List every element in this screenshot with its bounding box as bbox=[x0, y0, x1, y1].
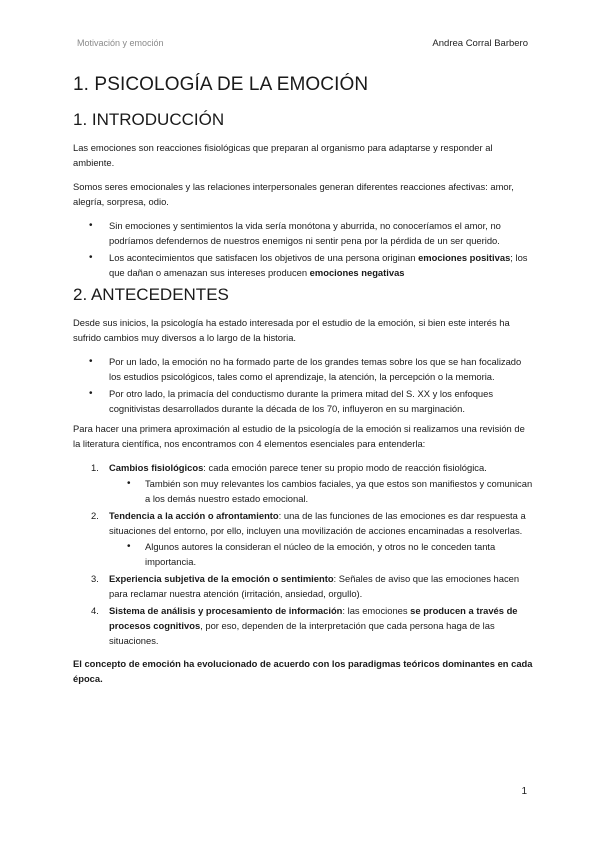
section-heading-introduccion: 1. INTRODUCCIÓN bbox=[73, 110, 225, 129]
paragraph: Somos seres emocionales y las relaciones interpersonales generan diferentes reacciones afectivas: amor, alegría, sorpresa, odio. bbox=[73, 181, 514, 207]
paragraph: Las emociones son reacciones fisiológicas que preparan al organismo para adaptarse y responder al ambiente. bbox=[73, 142, 493, 168]
list-item: 3. Experiencia subjetiva de la emoción o sentimiento: Señales de aviso que las emociones hacen para reclamar nuestra atención (irritación, ansiedad, orgullo). bbox=[91, 573, 520, 599]
list-item: 2. Tendencia a la acción o afrontamiento: una de las funciones de las emociones es dar respuesta a situaciones del entorno, por ello, incluyen una movilización de acciones encaminadas a resolverlas. • Algunos autores la consideran el núcleo de la emoción, y otros no le conceden tanta importancia. bbox=[73, 508, 533, 569]
header-author: Andrea Corral Barbero bbox=[432, 38, 528, 49]
header-course: Motivación y emoción bbox=[77, 38, 164, 48]
section-heading-antecedentes: 2. ANTECEDENTES bbox=[73, 285, 229, 304]
page-number: 1 bbox=[521, 786, 527, 797]
list-item: • También son muy relevantes los cambios faciales, ya que estos son manifiestos y comunican a los demás nuestro estado emocional. bbox=[109, 476, 533, 506]
list-item: 4. Sistema de análisis y procesamiento de información: las emociones se producen a través de procesos cognitivos, por eso, dependen de la interpretación que cada persona haga de las situaciones. bbox=[91, 605, 518, 646]
bullet-list bbox=[73, 218, 533, 280]
sub-bullet-list bbox=[109, 476, 533, 506]
paragraph: Para hacer una primera aproximación al estudio de la psicología de la emoción si realizamos una revisión de la literatura científica, nos encontramos con 4 elementos esenciales para entenderla: bbox=[73, 423, 525, 449]
conclusion-paragraph: El concepto de emoción ha evolucionado de acuerdo con los paradigmas teóricos dominantes en cada época. bbox=[73, 658, 533, 684]
list-item: • Algunos autores la consideran el núcleo de la emoción, y otros no le conceden tanta importancia. bbox=[109, 539, 533, 569]
bullet-list bbox=[73, 354, 533, 416]
list-item: 1. Cambios fisiológicos: cada emoción parece tener su propio modo de reacción fisiológica. • También son muy relevantes los cambios faciales, ya que estos son manifiestos y comunican a los demás nuestro estado emocional. bbox=[73, 460, 533, 506]
paragraph: Desde sus inicios, la psicología ha estado interesada por el estudio de la emoción, si bien este interés ha sufrido cambios muy diversos a lo largo de la historia. bbox=[73, 317, 510, 343]
list-item: • Por un lado, la emoción no ha formado parte de los grandes temas sobre los que se han focalizado los estudios psicológicos, tales como el aprendizaje, la atención, la percepción o la memoria. bbox=[73, 354, 533, 384]
page-title: 1. PSICOLOGÍA DE LA EMOCIÓN bbox=[73, 74, 369, 95]
list-item: • Sin emociones y sentimientos la vida sería monótona y aburrida, no conoceríamos el amor, no podríamos defendernos de nuestros enemigos ni sentir pena por la pérdida de un ser querido. bbox=[73, 218, 533, 248]
page-content bbox=[73, 74, 533, 695]
numbered-list bbox=[73, 460, 533, 648]
sub-bullet-list bbox=[109, 539, 533, 569]
list-item: • Por otro lado, la primacía del conductismo durante la primera mitad del S. XX y los enfoques cognitivistas desarrollados durante la década de los 70, influyeron en su marginación. bbox=[73, 386, 533, 416]
list-item: • Los acontecimientos que satisfacen los objetivos de una persona originan emociones positivas; los que dañan o amenazan sus intereses producen emociones negativas bbox=[73, 250, 533, 280]
